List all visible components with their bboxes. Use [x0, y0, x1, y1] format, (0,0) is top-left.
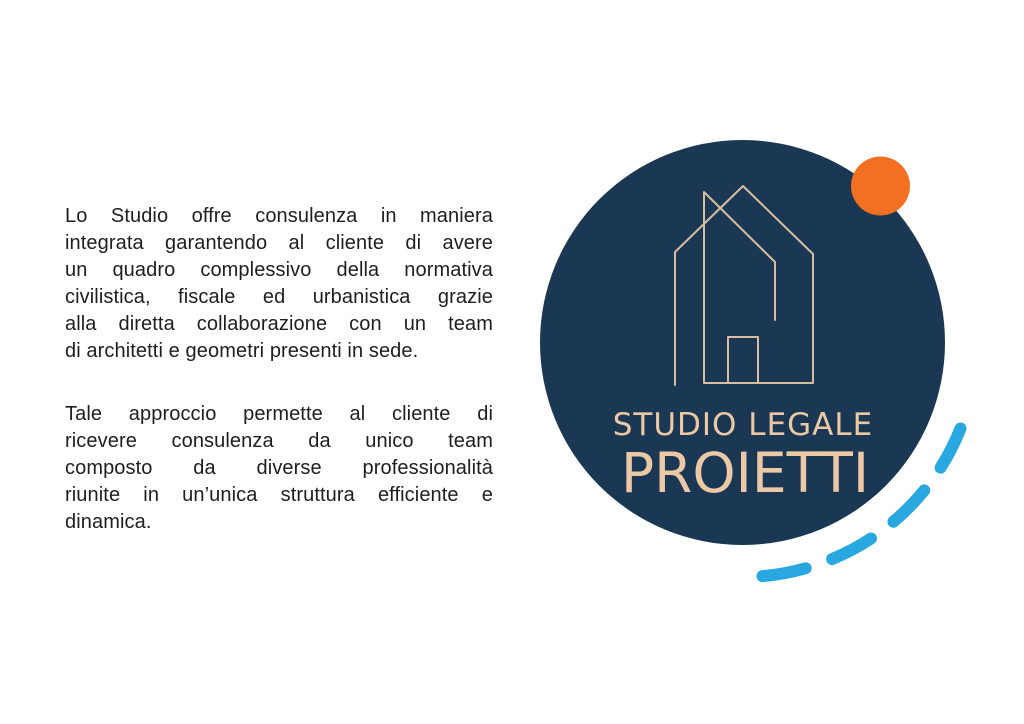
text-line: Tale approccio permette al cliente di	[65, 403, 493, 425]
text-line: composto da diverse professionalità	[65, 457, 493, 479]
text-line: civilistica, fiscale ed urbanistica grazie	[65, 286, 493, 308]
wordmark-proietti: PROIETTI	[620, 441, 870, 505]
text-line: integrata garantendo al cliente di avere	[65, 232, 493, 254]
text-line: riunite in un’unica struttura efficiente e	[65, 484, 493, 506]
text-line: alla diretta collaborazione con un team	[65, 313, 493, 335]
text-line: un quadro complessivo della normativa	[65, 259, 493, 281]
text-line: dinamica.	[65, 511, 152, 533]
text-line: Lo Studio offre consulenza in maniera	[65, 205, 493, 227]
wordmark-studio-legale: STUDIO LEGALE	[612, 407, 874, 443]
text-line: ricevere consulenza da unico team	[65, 430, 493, 452]
orange-dot-icon	[851, 157, 910, 216]
text-line: di architetti e geometri presenti in sede.	[65, 340, 419, 362]
